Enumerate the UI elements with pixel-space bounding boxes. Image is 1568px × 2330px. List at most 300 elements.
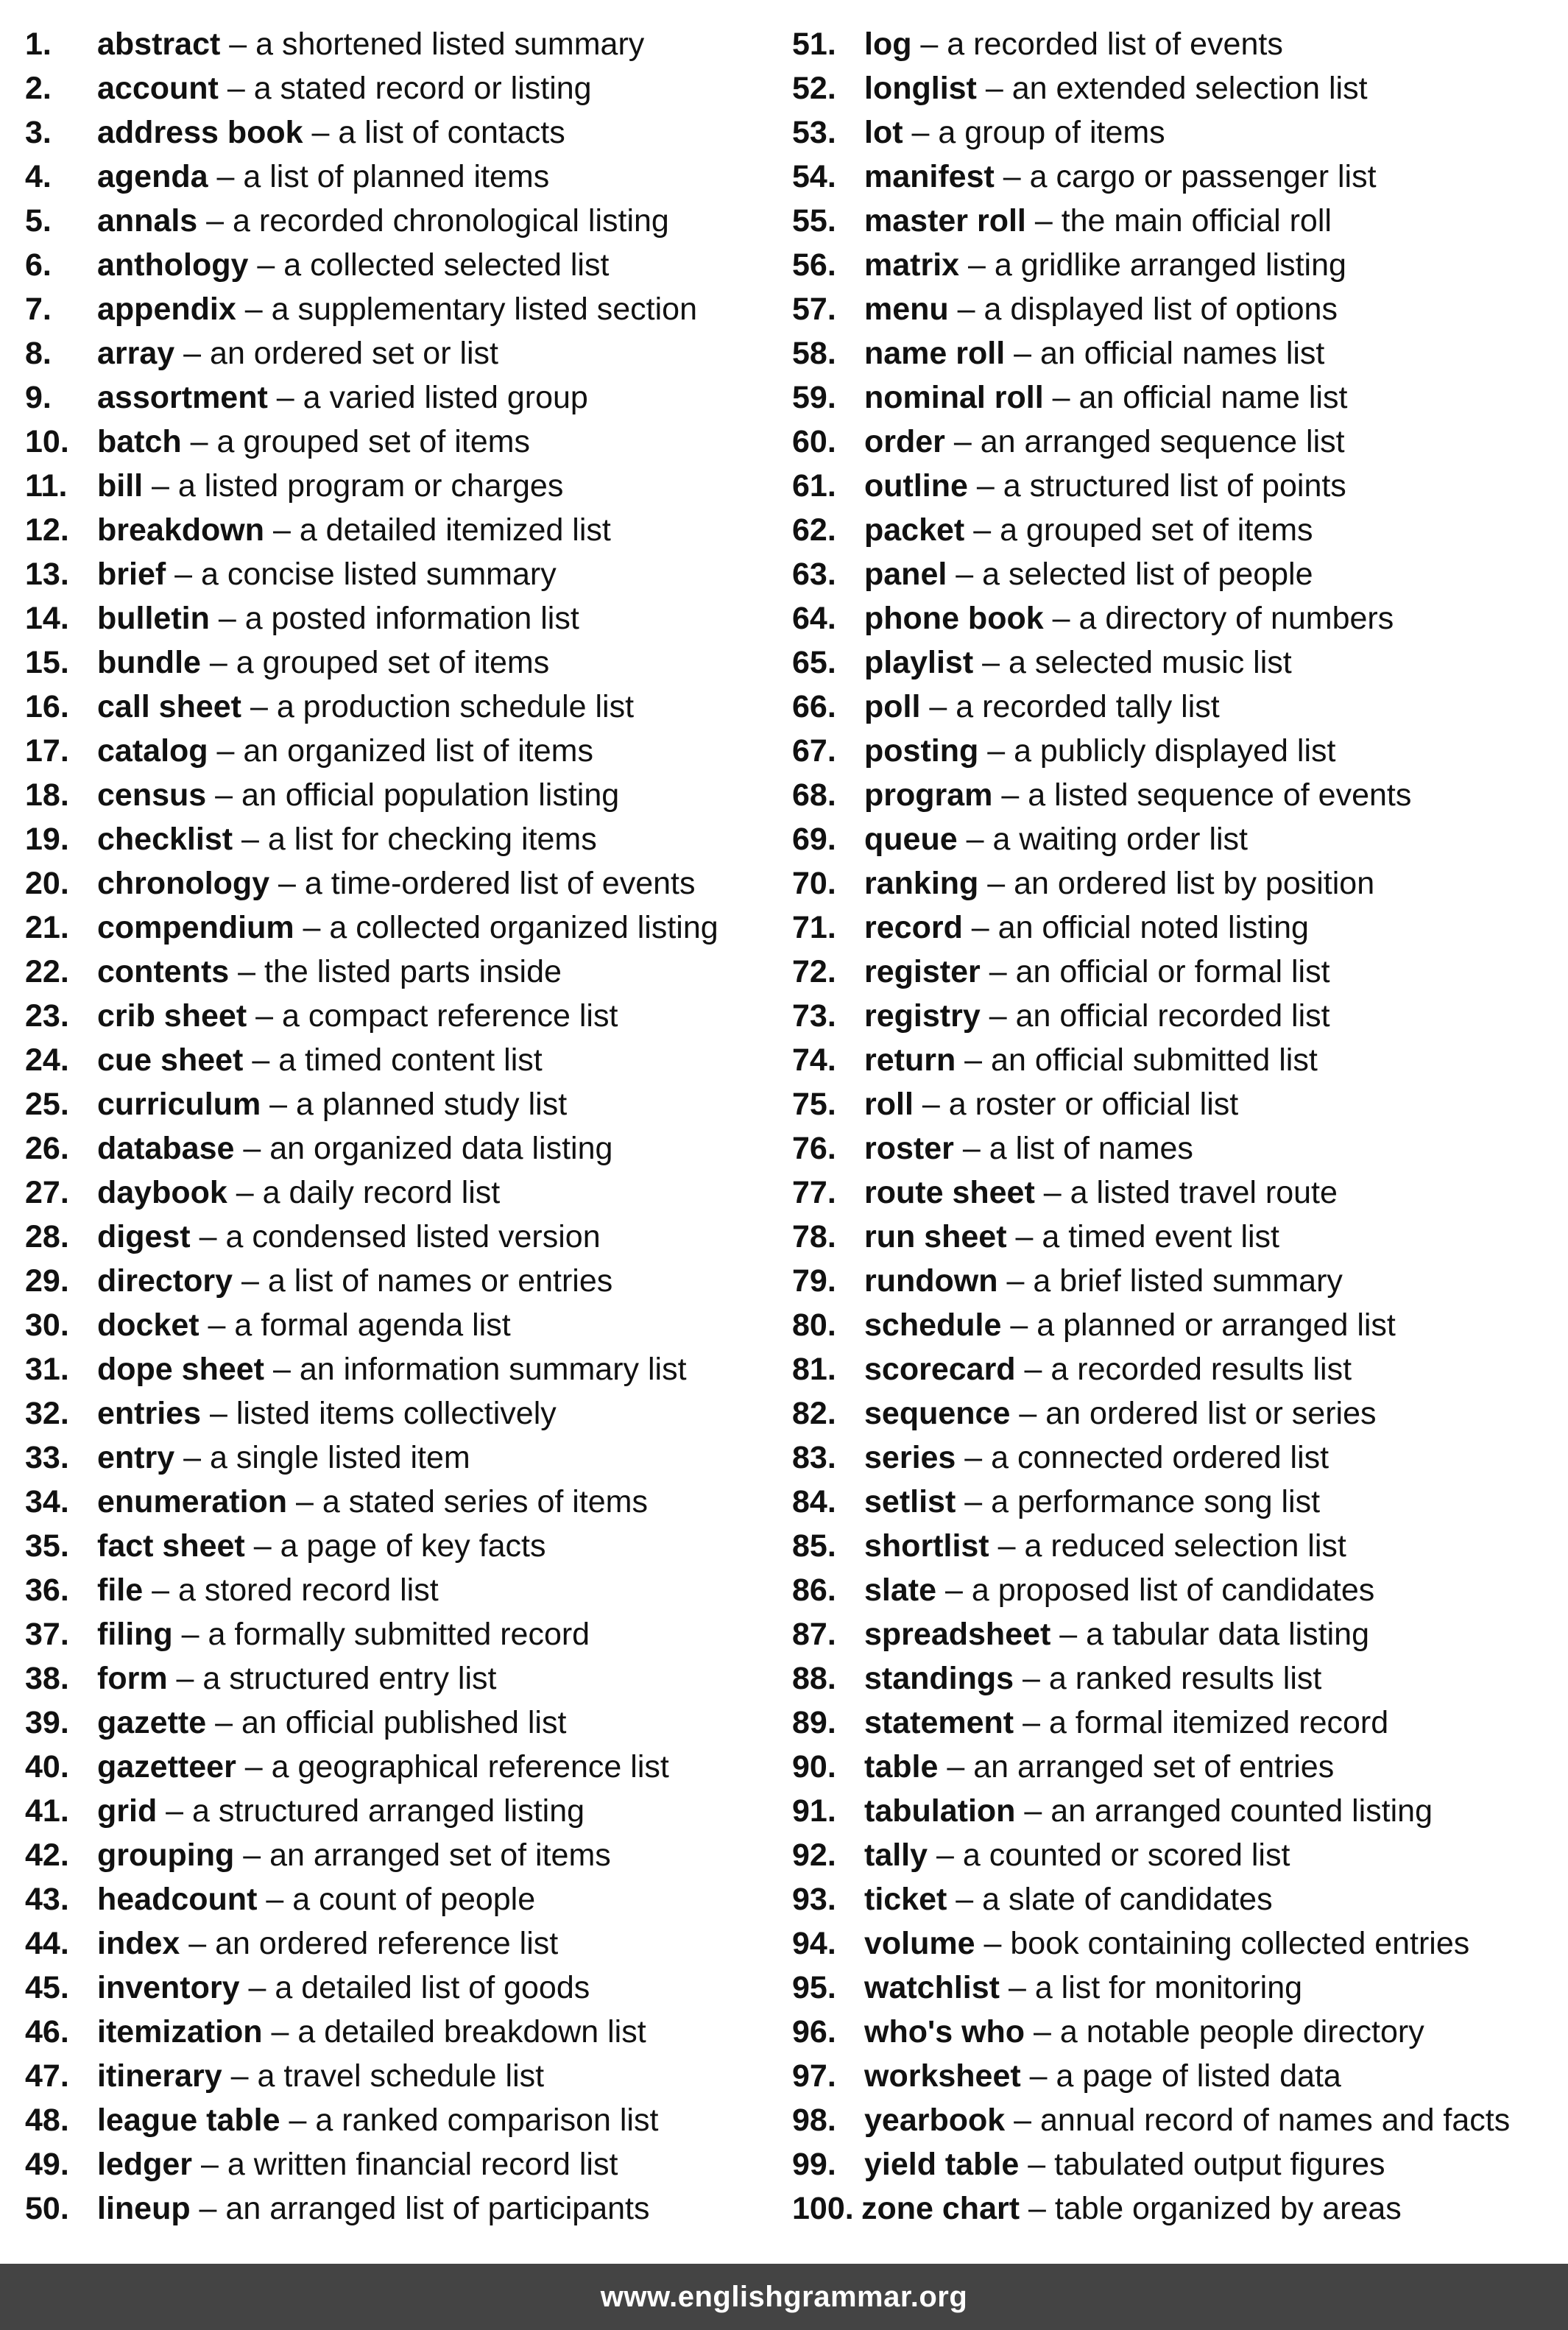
item-definition: a list for monitoring [1034, 1970, 1303, 2005]
item-term: playlist [864, 645, 974, 680]
item-separator: – [944, 424, 981, 459]
item-definition: a list of planned items [243, 159, 550, 194]
item-number: 20. [25, 866, 69, 901]
item-separator: – [264, 512, 300, 548]
list-item [792, 2098, 1556, 2142]
item-definition: a production schedule list [276, 689, 635, 724]
item-definition: a concise listed summary [201, 557, 557, 592]
item-separator: – [233, 1263, 268, 1299]
item-definition: a publicly displayed list [1014, 733, 1336, 769]
footer-website-link[interactable]: www.englishgrammar.org [600, 2280, 968, 2313]
item-definition: a grouped set of items [216, 424, 530, 459]
item-definition: a detailed breakdown list [297, 2014, 646, 2050]
item-definition: a page of key facts [280, 1528, 546, 1564]
item-term: registry [864, 998, 981, 1034]
item-number: 75. [792, 1087, 836, 1122]
item-separator: – [269, 866, 305, 901]
list-item [792, 861, 1556, 905]
item-number: 83. [792, 1440, 836, 1475]
list-item [792, 1921, 1556, 1966]
list-item [25, 2186, 792, 2231]
list-item [25, 950, 792, 994]
list-item [792, 2010, 1556, 2054]
list-item [25, 1259, 792, 1303]
item-definition: a displayed list of options [983, 292, 1338, 327]
item-definition: an official name list [1078, 380, 1348, 415]
item-term: phone book [864, 601, 1044, 636]
item-term: ranking [864, 866, 979, 901]
item-term: assortment [97, 380, 268, 415]
item-number: 23. [25, 998, 69, 1034]
list-item [25, 861, 792, 905]
item-number: 44. [25, 1926, 69, 1961]
item-definition: a formal itemized record [1048, 1705, 1389, 1740]
list-item [25, 1789, 792, 1833]
item-separator: – [948, 292, 984, 327]
item-term: packet [864, 512, 965, 548]
item-number: 95. [792, 1970, 836, 2005]
list-item [25, 1921, 792, 1966]
item-separator: – [287, 1484, 322, 1519]
item-separator: – [978, 733, 1014, 769]
item-number: 17. [25, 733, 69, 769]
list-item [792, 1656, 1556, 1701]
item-term: shortlist [864, 1528, 989, 1564]
item-separator: – [303, 115, 339, 150]
item-definition: a structured list of points [1003, 468, 1346, 504]
item-term: panel [864, 557, 947, 592]
item-separator: – [262, 2014, 298, 2050]
list-item [25, 1877, 792, 1921]
item-definition: an arranged set of items [269, 1837, 611, 1873]
list-item [25, 2142, 792, 2186]
item-number: 66. [792, 689, 836, 724]
list-item [25, 905, 792, 950]
item-separator: – [206, 1705, 241, 1740]
item-term: menu [864, 292, 949, 327]
item-definition: a list for checking items [267, 822, 597, 857]
item-term: volume [864, 1926, 975, 1961]
item-number: 45. [25, 1970, 69, 2005]
item-number: 70. [792, 866, 836, 901]
list-item [792, 1745, 1556, 1789]
item-term: longlist [864, 71, 977, 106]
item-definition: a reduced selection list [1024, 1528, 1346, 1564]
item-term: curriculum [97, 1087, 261, 1122]
list-item [25, 773, 792, 817]
item-term: breakdown [97, 512, 264, 548]
item-term: batch [97, 424, 182, 459]
list-item [792, 1877, 1556, 1921]
item-definition: a recorded results list [1050, 1352, 1352, 1387]
item-separator: – [208, 733, 244, 769]
list-item [25, 817, 792, 861]
item-number: 37. [25, 1617, 69, 1652]
item-separator: – [956, 1042, 992, 1078]
item-separator: – [962, 910, 998, 945]
item-number: 39. [25, 1705, 69, 1740]
item-definition: tabulated output figures [1054, 2147, 1385, 2182]
item-term: anthology [97, 247, 249, 283]
item-definition: an official noted listing [997, 910, 1309, 945]
item-definition: a posted information list [244, 601, 579, 636]
list-item [792, 464, 1556, 508]
item-term: matrix [864, 247, 960, 283]
list-item [792, 1524, 1556, 1568]
item-separator: – [953, 1131, 989, 1166]
item-number: 88. [792, 1661, 836, 1696]
item-separator: – [1014, 1661, 1049, 1696]
item-term: bulletin [97, 601, 210, 636]
item-term: headcount [97, 1882, 258, 1917]
list-item [25, 1833, 792, 1877]
item-term: manifest [864, 159, 995, 194]
item-term: series [864, 1440, 956, 1475]
item-number: 90. [792, 1749, 836, 1784]
item-term: nominal roll [864, 380, 1044, 415]
item-definition: a structured arranged listing [192, 1793, 585, 1829]
item-separator: – [1025, 203, 1062, 239]
item-definition: a time-ordered list of events [304, 866, 696, 901]
item-separator: – [936, 1572, 972, 1608]
item-term: outline [864, 468, 968, 504]
item-term: standings [864, 1661, 1014, 1696]
item-term: catalog [97, 733, 208, 769]
list-item [792, 2142, 1556, 2186]
item-number: 12. [25, 512, 69, 548]
item-definition: a counted or scored list [962, 1837, 1290, 1873]
item-number: 65. [792, 645, 836, 680]
item-definition: a shortened listed summary [255, 27, 645, 62]
list-item [25, 2010, 792, 2054]
item-number: 63. [792, 557, 836, 592]
item-term: crib sheet [97, 998, 247, 1034]
list-item [25, 729, 792, 773]
item-term: who's who [864, 2014, 1025, 2050]
item-term: watchlist [864, 1970, 1000, 2005]
item-term: grid [97, 1793, 158, 1829]
item-term: posting [864, 733, 979, 769]
item-number: 6. [25, 247, 52, 283]
item-number: 87. [792, 1617, 836, 1652]
item-separator: – [294, 910, 330, 945]
list-item [792, 552, 1556, 596]
item-separator: – [947, 1882, 983, 1917]
item-separator: – [234, 1837, 270, 1873]
item-number: 93. [792, 1882, 836, 1917]
item-definition: a stated series of items [322, 1484, 648, 1519]
list-item [792, 287, 1556, 331]
word-list [25, 22, 1556, 2231]
list-item [792, 375, 1556, 420]
item-term: directory [97, 1263, 233, 1299]
item-definition: a recorded tally list [956, 689, 1220, 724]
item-number: 62. [792, 512, 836, 548]
item-separator: – [956, 1440, 992, 1475]
item-number: 21. [25, 910, 69, 945]
item-number: 40. [25, 1749, 69, 1784]
item-definition: a page of listed data [1056, 2058, 1341, 2094]
item-number: 19. [25, 822, 69, 857]
item-number: 52. [792, 71, 836, 106]
item-definition: a listed travel route [1070, 1175, 1338, 1210]
item-term: checklist [97, 822, 233, 857]
item-definition: a gridlike arranged listing [994, 247, 1346, 283]
item-term: worksheet [864, 2058, 1021, 2094]
list-item [792, 640, 1556, 685]
item-term: lineup [97, 2191, 191, 2226]
item-definition: a supplementary listed section [271, 292, 697, 327]
item-number: 55. [792, 203, 836, 239]
item-definition: a formally submitted record [208, 1617, 590, 1652]
item-definition: a cargo or passenger list [1029, 159, 1377, 194]
list-item [792, 1833, 1556, 1877]
item-separator: – [1015, 1793, 1051, 1829]
list-item [792, 1126, 1556, 1171]
item-separator: – [157, 1793, 193, 1829]
item-definition: a grouped set of items [236, 645, 550, 680]
item-separator: – [911, 27, 947, 62]
list-item [792, 1480, 1556, 1524]
item-separator: – [913, 1087, 949, 1122]
list-item [25, 1612, 792, 1656]
list-item [792, 199, 1556, 243]
item-number: 99. [792, 2147, 836, 2182]
item-separator: – [1043, 380, 1079, 415]
item-definition: a grouped set of items [1000, 512, 1313, 548]
list-item [792, 685, 1556, 729]
item-number: 31. [25, 1352, 69, 1387]
item-term: run sheet [864, 1219, 1007, 1254]
item-separator: – [257, 1882, 293, 1917]
item-separator: – [973, 645, 1009, 680]
item-term: gazetteer [97, 1749, 236, 1784]
item-number: 26. [25, 1131, 69, 1166]
item-definition: a timed event list [1042, 1219, 1280, 1254]
list-item [792, 22, 1556, 66]
item-term: ticket [864, 1882, 947, 1917]
item-separator: – [234, 1131, 270, 1166]
item-separator: – [1014, 1705, 1049, 1740]
item-term: tally [864, 1837, 928, 1873]
item-separator: – [190, 2191, 226, 2226]
item-separator: – [220, 27, 256, 62]
item-separator: – [1020, 2191, 1055, 2226]
list-item [25, 1568, 792, 1612]
item-number: 30. [25, 1307, 69, 1343]
item-number: 64. [792, 601, 836, 636]
item-definition: a recorded list of events [947, 27, 1283, 62]
item-definition: an official or formal list [1015, 954, 1330, 989]
list-item [25, 287, 792, 331]
item-definition: the main official roll [1061, 203, 1332, 239]
item-number: 53. [792, 115, 836, 150]
item-term: zone chart [861, 2191, 1020, 2226]
list-item [792, 1215, 1556, 1259]
list-item [25, 640, 792, 685]
item-number: 91. [792, 1793, 836, 1829]
item-term: array [97, 336, 175, 371]
list-item [792, 1347, 1556, 1391]
list-item [25, 2098, 792, 2142]
item-separator: – [964, 512, 1000, 548]
item-number: 82. [792, 1396, 836, 1431]
item-number: 9. [25, 380, 52, 415]
item-separator: – [180, 1926, 216, 1961]
list-item [792, 905, 1556, 950]
item-separator: – [248, 247, 284, 283]
item-number: 38. [25, 1661, 69, 1696]
item-definition: a performance song list [991, 1484, 1321, 1519]
list-item [792, 155, 1556, 199]
item-number: 77. [792, 1175, 836, 1210]
list-item [25, 375, 792, 420]
item-number: 98. [792, 2103, 836, 2138]
item-separator: – [1000, 1970, 1035, 2005]
item-term: queue [864, 822, 958, 857]
item-separator: – [239, 1970, 275, 2005]
item-separator: – [1001, 1307, 1037, 1343]
item-definition: an ordered reference list [215, 1926, 559, 1961]
item-separator: – [959, 247, 995, 283]
item-definition: an official names list [1039, 336, 1325, 371]
item-term: entry [97, 1440, 175, 1475]
item-number: 34. [25, 1484, 69, 1519]
item-separator: – [264, 1352, 300, 1387]
item-separator: – [956, 1484, 992, 1519]
item-number: 3. [25, 115, 52, 150]
item-term: account [97, 71, 219, 106]
list-item [25, 110, 792, 155]
item-term: digest [97, 1219, 191, 1254]
list-item [25, 552, 792, 596]
item-term: master roll [864, 203, 1026, 239]
list-item [25, 508, 792, 552]
item-number: 41. [25, 1793, 69, 1829]
item-definition: a directory of numbers [1078, 601, 1394, 636]
item-term: spreadsheet [864, 1617, 1051, 1652]
item-number: 10. [25, 424, 69, 459]
item-number: 4. [25, 159, 52, 194]
item-number: 57. [792, 292, 836, 327]
item-separator: – [208, 159, 244, 194]
item-definition: an arranged set of entries [973, 1749, 1335, 1784]
item-definition: a count of people [292, 1882, 536, 1917]
item-term: grouping [97, 1837, 235, 1873]
item-definition: a planned study list [296, 1087, 568, 1122]
item-number: 94. [792, 1926, 836, 1961]
item-definition: a connected ordered list [991, 1440, 1329, 1475]
list-item [25, 420, 792, 464]
item-number: 54. [792, 159, 836, 194]
item-term: docket [97, 1307, 199, 1343]
item-separator: – [920, 689, 956, 724]
item-definition: a slate of candidates [982, 1882, 1273, 1917]
item-definition: a listed program or charges [177, 468, 564, 504]
item-separator: – [267, 380, 303, 415]
item-definition: book containing collected entries [1010, 1926, 1470, 1961]
item-definition: an organized list of items [243, 733, 593, 769]
item-number: 96. [792, 2014, 836, 2050]
item-term: agenda [97, 159, 208, 194]
item-term: ledger [97, 2147, 193, 2182]
item-separator: – [938, 1749, 974, 1784]
item-separator: – [980, 954, 1016, 989]
footer-bar [0, 2264, 1568, 2330]
item-definition: a formal agenda list [234, 1307, 511, 1343]
item-number: 29. [25, 1263, 69, 1299]
item-definition: a recorded chronological listing [233, 203, 669, 239]
item-number: 71. [792, 910, 836, 945]
item-term: gazette [97, 1705, 207, 1740]
list-item [792, 773, 1556, 817]
list-item [25, 66, 792, 110]
item-number: 15. [25, 645, 69, 680]
list-item [792, 1568, 1556, 1612]
item-term: filing [97, 1617, 173, 1652]
item-separator: – [1019, 2147, 1055, 2182]
item-term: rundown [864, 1263, 998, 1299]
list-item [25, 596, 792, 640]
list-item [792, 2186, 1556, 2231]
item-term: program [864, 777, 993, 813]
item-term: census [97, 777, 207, 813]
item-number: 33. [25, 1440, 69, 1475]
list-item [792, 508, 1556, 552]
item-number: 2. [25, 71, 52, 106]
item-term: schedule [864, 1307, 1002, 1343]
item-separator: – [199, 1307, 235, 1343]
item-term: lot [864, 115, 903, 150]
item-term: inventory [97, 1970, 240, 2005]
item-separator: – [978, 866, 1014, 901]
item-separator: – [997, 1263, 1034, 1299]
item-definition: an official submitted list [991, 1042, 1318, 1078]
item-separator: – [174, 1440, 210, 1475]
item-definition: an official population listing [241, 777, 620, 813]
item-definition: a tabular data listing [1086, 1617, 1370, 1652]
item-number: 7. [25, 292, 52, 327]
list-item [792, 817, 1556, 861]
item-separator: – [928, 1837, 963, 1873]
item-number: 60. [792, 424, 836, 459]
item-separator: – [243, 1042, 279, 1078]
item-term: scorecard [864, 1352, 1016, 1387]
item-number: 56. [792, 247, 836, 283]
item-definition: a collected organized listing [329, 910, 718, 945]
item-separator: – [1020, 2058, 1056, 2094]
item-definition: an ordered set or list [210, 336, 499, 371]
item-number: 8. [25, 336, 52, 371]
list-item [25, 1966, 792, 2010]
item-number: 81. [792, 1352, 836, 1387]
item-separator: – [201, 1396, 236, 1431]
list-item [25, 1347, 792, 1391]
item-definition: annual record of names and facts [1040, 2103, 1511, 2138]
item-separator: – [166, 557, 201, 592]
item-separator: – [192, 2147, 227, 2182]
list-item [25, 1745, 792, 1789]
list-item [792, 596, 1556, 640]
item-term: database [97, 1131, 235, 1166]
item-separator: – [241, 689, 277, 724]
list-item [792, 1391, 1556, 1436]
item-definition: a ranked comparison list [315, 2103, 659, 2138]
item-separator: – [222, 2058, 258, 2094]
item-separator: – [244, 1528, 280, 1564]
item-separator: – [1050, 1617, 1087, 1652]
item-term: route sheet [864, 1175, 1035, 1210]
